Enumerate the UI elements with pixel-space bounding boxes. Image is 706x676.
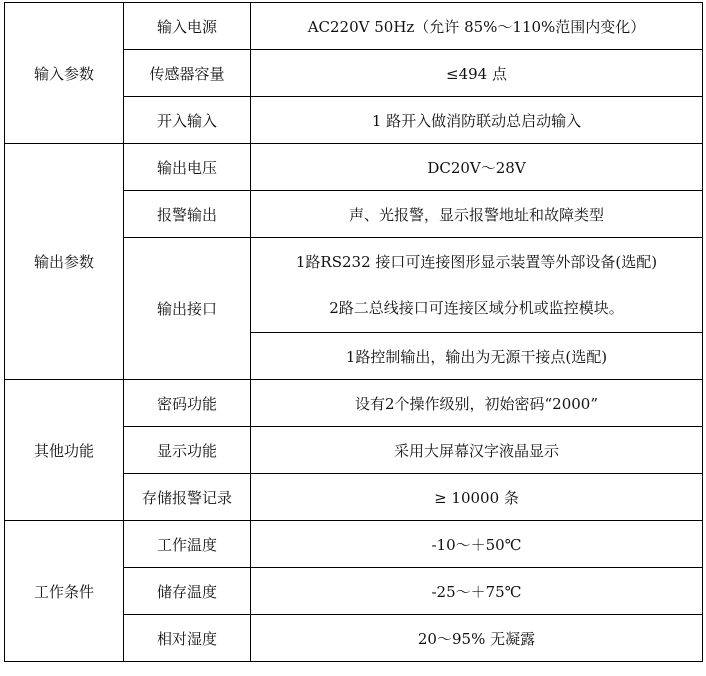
item-value: -10～＋50℃ [251, 521, 703, 568]
interface-line: 2路二总线接口可连接区域分机或监控模块。 [329, 299, 624, 317]
item-value [251, 238, 703, 333]
item-label: 工作温度 [124, 521, 251, 568]
item-value: 20～95% 无凝露 [251, 615, 703, 662]
item-value: -25～＋75℃ [251, 568, 703, 615]
group-label: 输出参数 [5, 144, 124, 380]
item-value: ≤494 点 [251, 50, 703, 97]
table-row [5, 380, 703, 427]
table-row [5, 144, 703, 191]
item-label: 传感器容量 [124, 50, 251, 97]
item-label: 输入电源 [124, 3, 251, 50]
item-label: 存储报警记录 [124, 474, 251, 521]
item-label: 开入输入 [124, 97, 251, 144]
item-value: ≥ 10000 条 [251, 474, 703, 521]
item-value: 声、光报警，显示报警地址和故障类型 [251, 191, 703, 238]
item-label: 显示功能 [124, 427, 251, 474]
item-value: 1路控制输出，输出为无源干接点(选配) [251, 333, 703, 380]
item-value: 1 路开入做消防联动总启动输入 [251, 97, 703, 144]
item-value: 设有2个操作级别，初始密码“2000” [251, 380, 703, 427]
item-value: 采用大屏幕汉字液晶显示 [251, 427, 703, 474]
group-label: 输入参数 [5, 3, 124, 144]
item-label: 相对湿度 [124, 615, 251, 662]
item-label: 输出电压 [124, 144, 251, 191]
item-label: 输出接口 [124, 238, 251, 380]
group-label: 其他功能 [5, 380, 124, 521]
spec-table [4, 2, 703, 662]
item-label: 储存温度 [124, 568, 251, 615]
interface-line: 1路RS232 接口可连接图形显示装置等外部设备(选配) [295, 253, 658, 271]
item-value: AC220V 50Hz（允许 85%～110%范围内变化） [251, 3, 703, 50]
table-row [5, 3, 703, 50]
table-row [5, 521, 703, 568]
item-label: 报警输出 [124, 191, 251, 238]
group-label: 工作条件 [5, 521, 124, 662]
item-value: DC20V～28V [251, 144, 703, 191]
item-label: 密码功能 [124, 380, 251, 427]
